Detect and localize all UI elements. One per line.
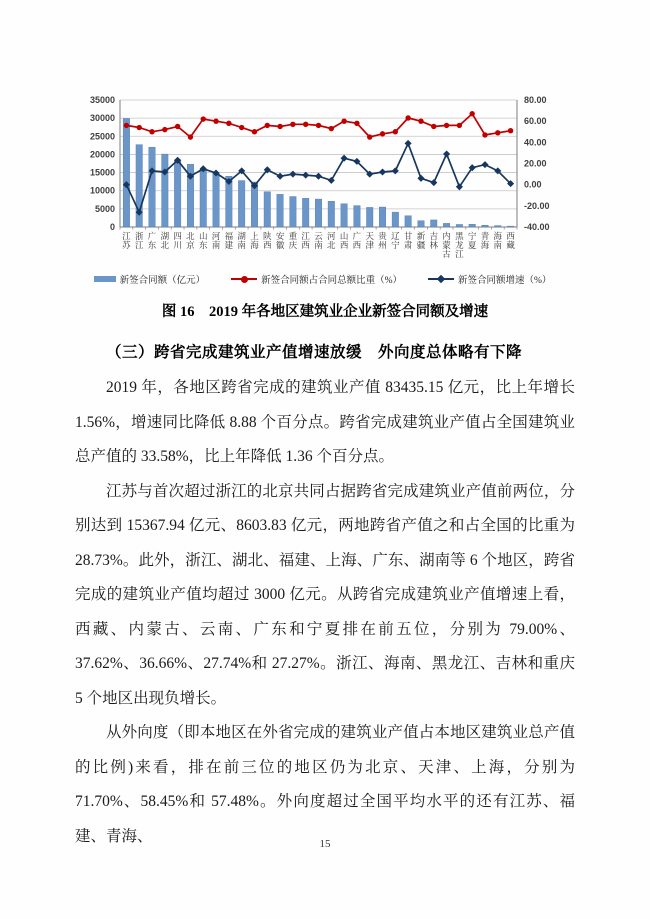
bar-湖北 <box>162 154 169 227</box>
left-axis-labels <box>90 95 115 232</box>
bar-青海 <box>482 225 489 227</box>
bar-云南 <box>315 199 322 227</box>
svg-text:25000: 25000 <box>89 131 115 142</box>
legend-item-bar <box>94 272 206 286</box>
svg-text:-20.00: -20.00 <box>524 200 550 211</box>
bar-安徽 <box>277 194 284 227</box>
bar-宁夏 <box>469 224 476 227</box>
bar-广东 <box>149 147 156 227</box>
bar-内蒙古 <box>443 223 450 227</box>
section-heading: （三）跨省完成建筑业产值增速放缓 外向度总体略有下降 <box>106 344 523 361</box>
bar-甘肃 <box>405 216 412 227</box>
svg-text:福建: 福建 <box>224 231 234 250</box>
svg-text:湖北: 湖北 <box>160 231 170 250</box>
bar-吉林 <box>431 220 438 227</box>
legend-item-ratio-line <box>231 272 402 286</box>
svg-text:西藏: 西藏 <box>506 231 515 250</box>
svg-text:宁夏: 宁夏 <box>467 231 477 250</box>
combo-chart-canvas <box>70 90 575 266</box>
ratio-line-series <box>124 111 514 140</box>
svg-text:广西: 广西 <box>352 231 362 250</box>
bar-四川 <box>174 160 181 227</box>
bar-山西 <box>341 204 348 227</box>
legend-label: 新签合同额增速（%） <box>458 276 552 286</box>
svg-text:-40.00: -40.00 <box>524 222 550 232</box>
right-axis-labels <box>524 95 550 232</box>
bar-广西 <box>354 206 361 227</box>
red-line-circle-icon <box>231 278 257 280</box>
legend-label: 新签合同额占合同总额比重（%） <box>261 276 402 286</box>
paragraph-2: 江苏与首次超过浙江的北京共同占据跨省完成建筑业产值前两位，分别达到 15367.94 亿元、8603.83 亿元，两地跨省产值之和占全国的比重为 28.73%。此外，浙江、湖北、福建、上海、广东、湖南等 6 个地区，跨省完成的建筑业产值均超过 3000 亿元。从跨省完成建筑业产值增速上看，西藏、内蒙古、云南、广东和宁夏排在前五位，分别为 79.00%、37.62%、36.66%、27.74%和 27.27%。浙江、海南、黑龙江、吉林和重庆 5 个地区出现负增长。 <box>75 482 575 707</box>
svg-text:0: 0 <box>109 222 115 232</box>
svg-text:陕西: 陕西 <box>263 231 272 250</box>
bar-黑龙江 <box>456 224 463 227</box>
bar-山东 <box>200 169 207 227</box>
figure-caption: 图 16 2019 年各地区建筑业企业新签合同额及增速 <box>161 304 489 320</box>
navy-line-diamond-icon <box>428 278 454 280</box>
bar-辽宁 <box>392 212 399 227</box>
bar-陕西 <box>264 192 271 227</box>
svg-text:山东: 山东 <box>198 231 208 250</box>
figure-16-chart <box>70 90 575 302</box>
svg-text:湖南: 湖南 <box>237 231 246 250</box>
legend-item-growth-line <box>428 272 551 286</box>
bar-swatch-icon <box>94 276 116 282</box>
svg-text:40.00: 40.00 <box>524 137 547 148</box>
svg-text:北京: 北京 <box>186 231 195 250</box>
bar-西藏 <box>507 226 513 227</box>
svg-text:0.00: 0.00 <box>524 179 542 190</box>
paragraph-3: 从外向度（即本地区在外省完成的建筑业产值占本地区建筑业总产值的比例)来看，排在前三位的地区仍为北京、天津、上海，分别为 71.70%、58.45%和 57.48%。外向度超过全国平均水平的还有江苏、福建、青海、 <box>75 724 575 845</box>
svg-text:贵州: 贵州 <box>378 231 387 250</box>
svg-text:80.00: 80.00 <box>524 95 547 105</box>
svg-text:上海: 上海 <box>250 231 259 250</box>
bar-重庆 <box>290 197 297 227</box>
svg-text:安徽: 安徽 <box>275 231 285 250</box>
svg-text:重庆: 重庆 <box>288 231 298 250</box>
chart-legend <box>70 272 575 286</box>
category-labels <box>122 231 515 259</box>
svg-text:天津: 天津 <box>365 231 374 250</box>
svg-text:内蒙古: 内蒙古 <box>442 231 451 259</box>
svg-text:四川: 四川 <box>173 231 182 250</box>
svg-text:30000: 30000 <box>89 113 115 124</box>
bar-河北 <box>328 201 335 227</box>
bar-河南 <box>213 173 220 227</box>
svg-text:青海: 青海 <box>480 231 490 250</box>
svg-text:浙江: 浙江 <box>134 231 144 250</box>
svg-text:60.00: 60.00 <box>524 116 547 127</box>
svg-text:20000: 20000 <box>89 149 115 160</box>
svg-text:5000: 5000 <box>94 203 115 214</box>
svg-text:云南: 云南 <box>314 231 323 250</box>
svg-text:吉林: 吉林 <box>429 231 439 250</box>
svg-text:10000: 10000 <box>89 185 115 196</box>
svg-text:甘肃: 甘肃 <box>403 231 413 250</box>
svg-text:新疆: 新疆 <box>416 231 426 250</box>
body-text <box>75 371 575 854</box>
svg-text:15000: 15000 <box>89 167 115 178</box>
svg-text:河北: 河北 <box>327 231 336 250</box>
legend-label: 新签合同额（亿元） <box>119 276 206 286</box>
bar-湖南 <box>238 181 245 227</box>
svg-text:广东: 广东 <box>147 231 157 250</box>
bar-天津 <box>366 207 373 227</box>
svg-text:20.00: 20.00 <box>524 158 547 169</box>
bar-新疆 <box>418 221 425 227</box>
svg-text:海南: 海南 <box>493 231 503 250</box>
svg-text:黑龙江: 黑龙江 <box>455 231 464 259</box>
bar-海南 <box>495 226 502 227</box>
svg-text:江西: 江西 <box>301 231 310 250</box>
bar-贵州 <box>379 207 386 227</box>
page-number: 15 <box>319 838 331 850</box>
svg-text:河南: 河南 <box>211 231 221 250</box>
paragraph-1: 2019 年，各地区跨省完成的建筑业产值 83435.15 亿元，比上年增长 1.56%，增速同比降低 8.88 个百分点。跨省完成建筑业产值占全国建筑业总产值的 33.58%，比上年降低 1.36 个百分点。 <box>75 379 575 465</box>
svg-text:江苏: 江苏 <box>122 231 131 250</box>
svg-text:山西: 山西 <box>339 231 349 250</box>
svg-text:35000: 35000 <box>89 95 115 105</box>
svg-text:辽宁: 辽宁 <box>391 231 400 250</box>
bar-江西 <box>302 198 309 227</box>
bar-江苏 <box>123 119 129 227</box>
